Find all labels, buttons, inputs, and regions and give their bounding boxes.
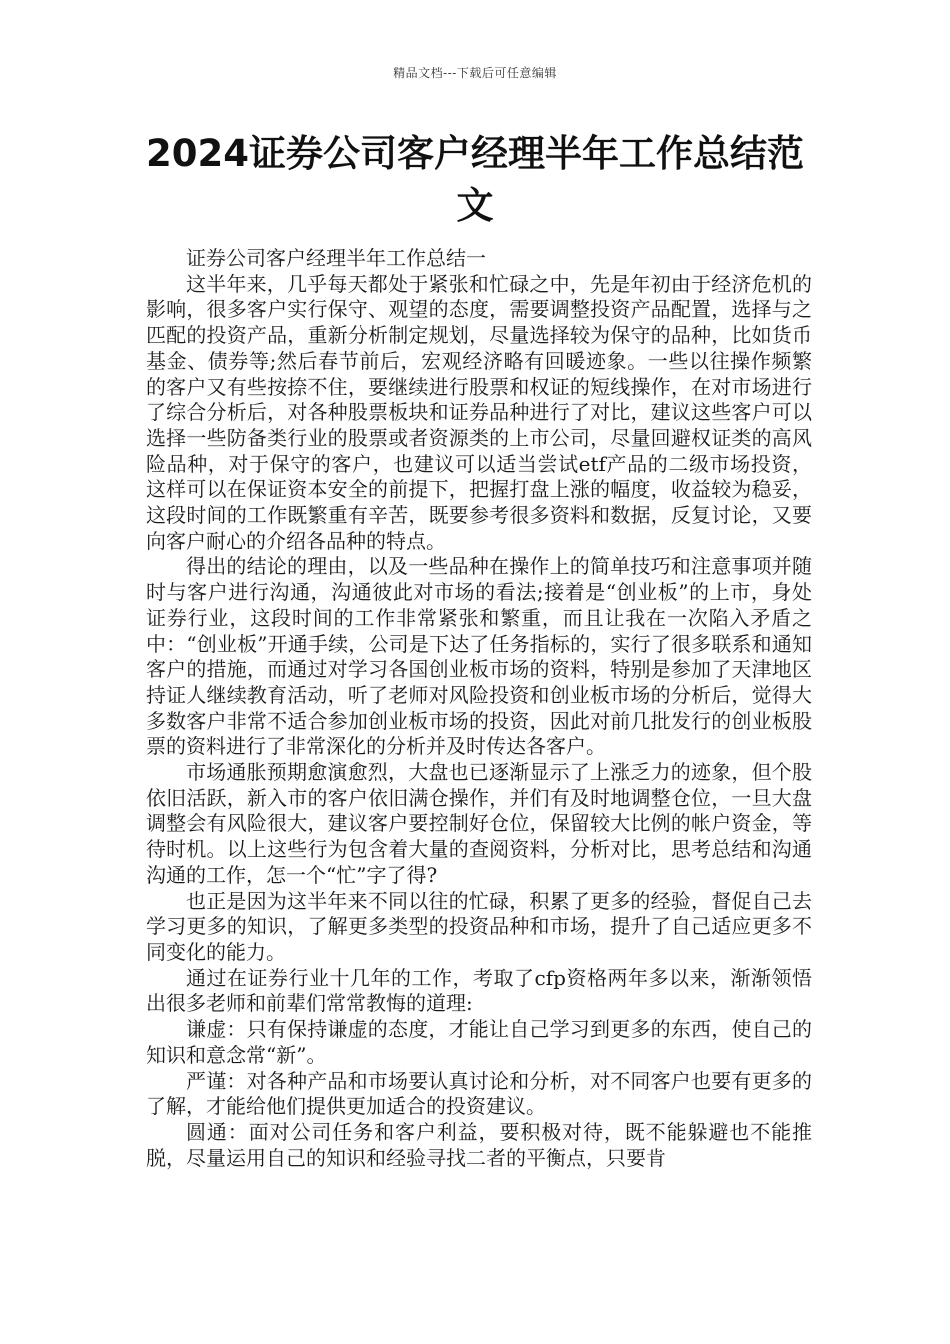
body-paragraph: 圆通：面对公司任务和客户利益，要积极对待，既不能躲避也不能推脱，尽量运用自己的知识和经验寻找二者的平衡点，只要肯 xyxy=(146,1119,812,1170)
body-paragraph: 市场通胀预期愈演愈烈，大盘也已逐渐显示了上涨乏力的迹象，但个股依旧活跃，新入市的客户依旧满仓操作，并们有及时地调整仓位，一旦大盘调整会有风险很大，建议客户要控制好仓位，保留较大比例的帐户资金，等待时机。以上这些行为包含着大量的查阅资料，分析对比，思考总结和沟通沟通的工作，怎一个“忙”字了得? xyxy=(146,760,812,887)
body-paragraph: 这半年来，几乎每天都处于紧张和忙碌之中，先是年初由于经济危机的影响，很多客户实行保守、观望的态度，需要调整投资产品配置，选择与之匹配的投资产品，重新分析制定规划，尽量选择较为保守的品种，比如货币基金、债券等;然后春节前后，宏观经济略有回暖迹象。一些以往操作频繁的客户又有些按捺不住，要继续进行股票和权证的短线操作，在对市场进行了综合分析后，对各种股票板块和证券品种进行了对比，建议这些客户可以选择一些防备类行业的股票或者资源类的上市公司，尽量回避权证类的高风险品种，对于保守的客户，也建议可以适当尝试etf产品的二级市场投资，这样可以在保证资本安全的前提下，把握打盘上涨的幅度，收益较为稳妥，这段时间的工作既繁重有辛苦，既要参考很多资料和数据，反复讨论，又要向客户耐心的介绍各品种的特点。 xyxy=(146,271,812,553)
body-paragraph: 通过在证券行业十几年的工作，考取了cfp资格两年多以来，渐渐领悟出很多老师和前辈们常常教悔的道理: xyxy=(146,965,812,1016)
body-paragraph: 也正是因为这半年来不同以往的忙碌，积累了更多的经验，督促自己去学习更多的知识，了解更多类型的投资品种和市场，提升了自己适应更多不同变化的能力。 xyxy=(146,888,812,964)
body-paragraph: 谦虚：只有保持谦虚的态度，才能让自己学习到更多的东西，使自己的知识和意念常“新”。 xyxy=(146,1017,812,1067)
section-heading: 证券公司客户经理半年工作总结一 xyxy=(186,246,486,270)
body-paragraph: 严谨：对各种产品和市场要认真讨论和分析，对不同客户也要有更多的了解，才能给他们提供更加适合的投资建议。 xyxy=(146,1068,812,1119)
page-header: 精品文档---下载后可任意编辑 xyxy=(393,66,557,80)
document-body xyxy=(146,246,812,1171)
document-title: 2024证券公司客户经理半年工作总结范文 xyxy=(146,132,804,227)
body-paragraph: 得出的结论的理由，以及一些品种在操作上的简单技巧和注意事项并随时与客户进行沟通，沟通彼此对市场的看法;接着是“创业板”的上市，身处证券行业，这段时间的工作非常紧张和繁重，而且让我在一次陷入矛盾之中：“创业板”开通手续，公司是下达了任务指标的，实行了很多联系和通知客户的措施，而通过对学习各国创业板市场的资料，特别是参加了天津地区持证人继续教育活动，听了老师对风险投资和创业板市场的分析后，觉得大多数客户非常不适合参加创业板市场的投资，因此对前几批发行的创业板股票的资料进行了非常深化的分析并及时传达各客户。 xyxy=(146,554,812,759)
